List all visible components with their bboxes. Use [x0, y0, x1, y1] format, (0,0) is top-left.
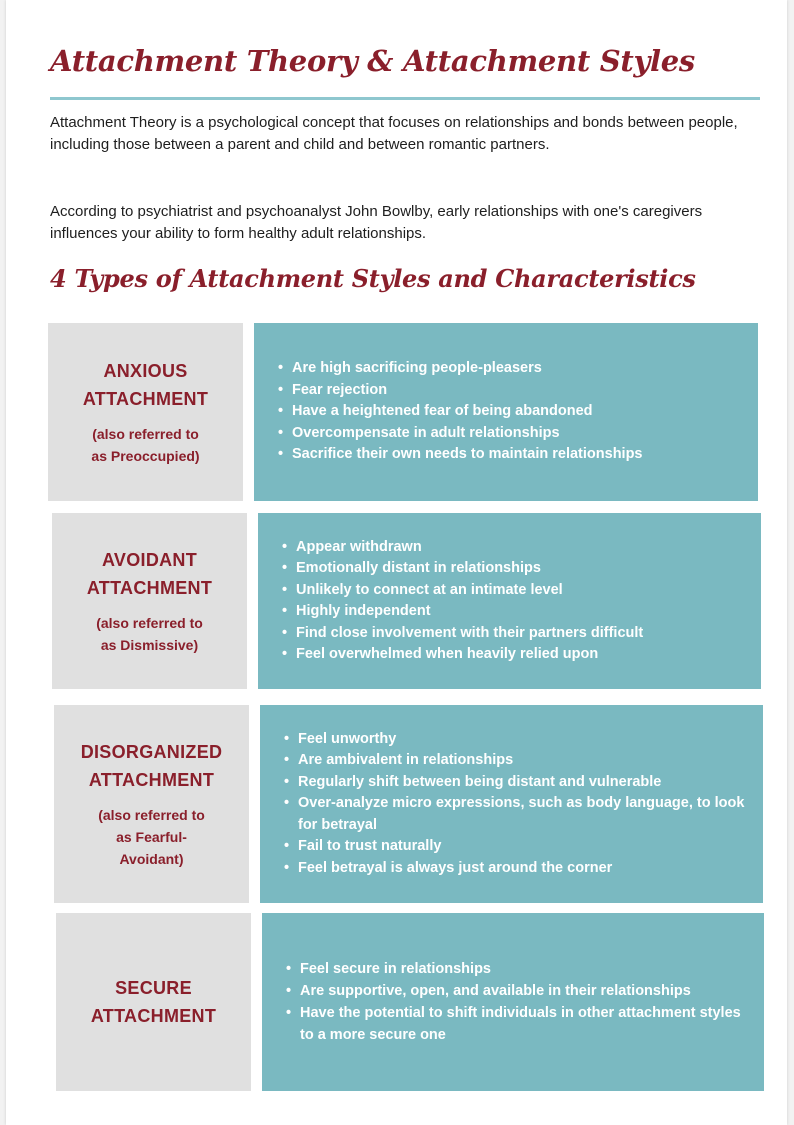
section-heading: 4 Types of Attachment Styles and Characteristics	[50, 264, 696, 293]
style-traits-cell	[258, 513, 761, 689]
style-alias: (also referred to as Dismissive)	[96, 615, 203, 653]
intro-paragraph-bowlby: According to psychiatrist and psychoanalyst John Bowlby, early relationships with one's caregivers influences your ability to form healthy adult relationships.	[50, 203, 703, 242]
trait-item: • Overcompensate in adult relationships	[278, 423, 746, 445]
traits-list	[286, 958, 752, 1046]
trait-item: • Fail to trust naturally	[284, 836, 751, 858]
trait-item: • Highly independent	[282, 601, 749, 623]
trait-item: • Are supportive, open, and available in their relationships	[286, 980, 752, 1002]
document-page	[6, 0, 787, 1125]
trait-item: • Feel betrayal is always just around the corner	[284, 858, 751, 880]
trait-item: • Emotionally distant in relationships	[282, 558, 749, 580]
traits-list	[284, 729, 751, 880]
trait-item: • Feel unworthy	[284, 729, 751, 751]
traits-list	[278, 358, 746, 466]
style-label-cell	[48, 323, 243, 501]
style-traits-cell	[260, 705, 763, 903]
style-name: DISORGANIZED ATTACHMENT	[80, 742, 223, 790]
style-label-cell	[54, 705, 249, 903]
style-name: SECURE ATTACHMENT	[90, 978, 217, 1026]
page-title: Attachment Theory & Attachment Styles	[50, 44, 695, 78]
trait-item: • Have a heightened fear of being abandoned	[278, 401, 746, 423]
style-name: AVOIDANT ATTACHMENT	[86, 550, 213, 598]
title-divider	[50, 97, 760, 100]
style-alias: (also referred to as Preoccupied)	[91, 426, 200, 464]
trait-item: • Find close involvement with their partners difficult	[282, 623, 749, 645]
style-label-cell	[56, 913, 251, 1091]
trait-item: • Feel overwhelmed when heavily relied upon	[282, 644, 749, 666]
trait-item: • Sacrifice their own needs to maintain relationships	[278, 444, 746, 466]
trait-item: • Are ambivalent in relationships	[284, 750, 751, 772]
style-label-cell	[52, 513, 247, 689]
style-row-secure	[56, 913, 764, 1091]
trait-item: • Fear rejection	[278, 380, 746, 402]
trait-item: • Are high sacrificing people-pleasers	[278, 358, 746, 380]
trait-item: • Unlikely to connect at an intimate level	[282, 580, 749, 602]
style-row-avoidant	[52, 513, 761, 689]
style-traits-cell	[254, 323, 758, 501]
intro-paragraph-theory: Attachment Theory is a psychological concept that focuses on relationships and bonds between people, including those between a parent and child and between romantic partners.	[50, 114, 738, 153]
trait-item: • Appear withdrawn	[282, 537, 749, 559]
style-row-disorganized	[54, 705, 763, 903]
traits-list	[282, 537, 749, 666]
trait-item: • Over-analyze micro expressions, such as body language, to look for betrayal	[284, 793, 751, 836]
style-alias: (also referred to as Fearful- Avoidant)	[98, 807, 205, 867]
style-name: ANXIOUS ATTACHMENT	[82, 361, 209, 409]
trait-item: • Regularly shift between being distant and vulnerable	[284, 772, 751, 794]
style-traits-cell	[262, 913, 764, 1091]
style-row-anxious	[48, 323, 758, 501]
trait-item: • Have the potential to shift individuals in other attachment styles to a more secure one	[286, 1002, 752, 1046]
trait-item: • Feel secure in relationships	[286, 958, 752, 980]
